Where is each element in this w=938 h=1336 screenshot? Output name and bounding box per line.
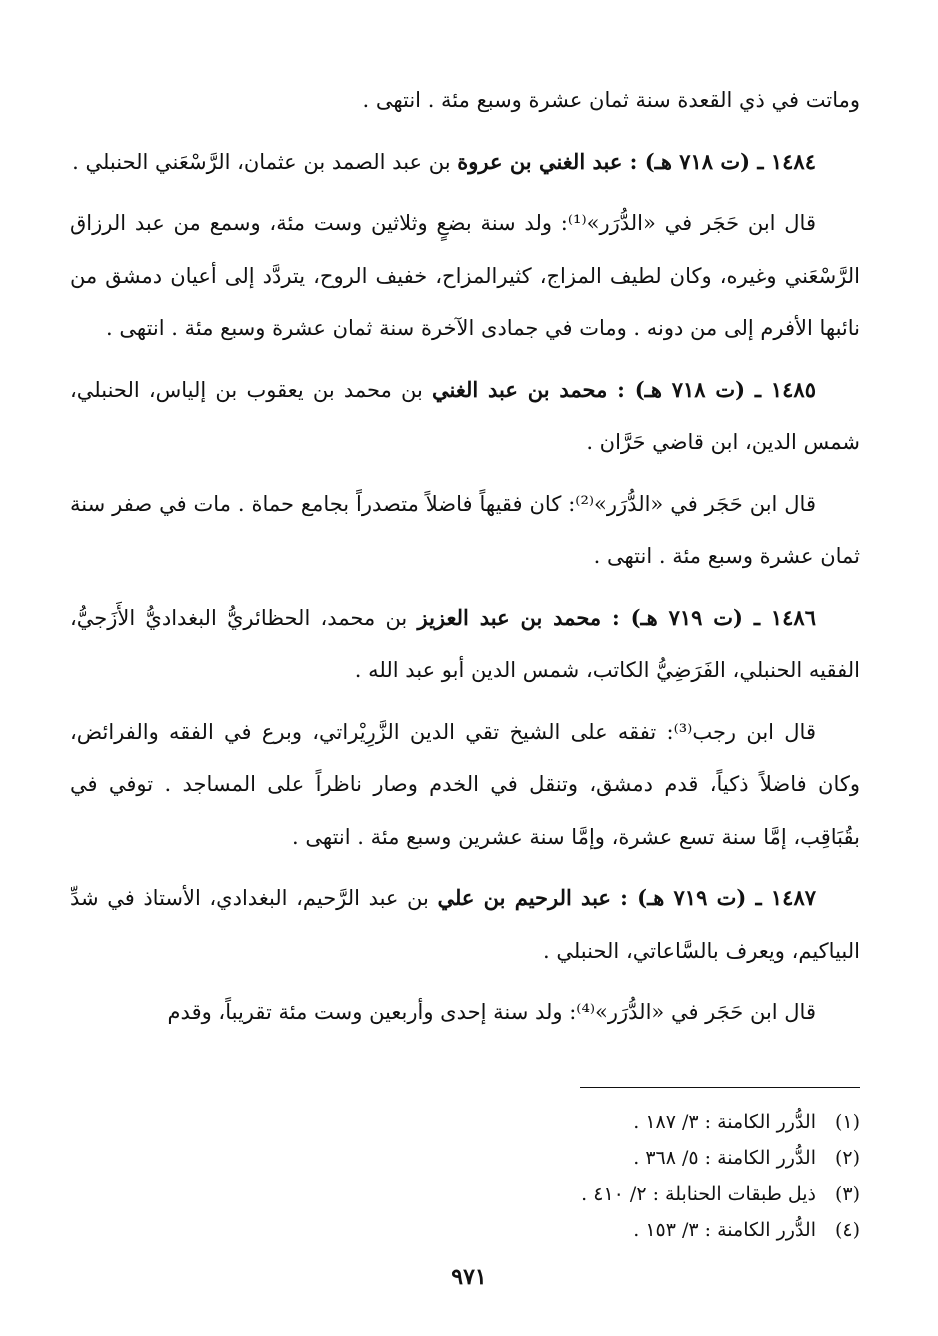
paragraph-1486 — [70, 706, 860, 864]
entry-1484 — [70, 136, 860, 189]
page-number: ٩٧١ — [451, 1264, 487, 1290]
footnote-4 — [160, 1212, 860, 1248]
footnote-separator — [580, 1087, 860, 1088]
entry-number: ١٤٨٦ ـ (ت ٧١٩ هـ) : — [601, 604, 816, 630]
paragraph-text: قال ابن رجب⁽³⁾: تفقه على الشيخ تقي الدين الزَّرِيْراتي، وبرع في الفقه والفرائض، وكان فاضلاً ذكياً، قدم دمشق، وتنقل في الخدم وصار ناظراً على المساجد . توفي في بقُبَاقِب، إمَّا سنة تسع عشرة، وإمَّا سنة عشرين وسبع مئة . انتهى . — [70, 719, 860, 849]
entry-number: ١٤٨٧ ـ (ت ٧١٩ هـ) : — [610, 885, 817, 910]
footnote-text: الدُّرر الكامنة : ٣/ ١٥٣ . — [633, 1219, 816, 1241]
paragraph-1484 — [70, 197, 860, 355]
entry-rest: بن محمد، الحظائريُّ البغداديُّ الأَزَجيُّ، الفقيه الحنبلي، الفَرَضِيُّ الكاتب، شمس الدين أبو عبد الله . — [70, 605, 860, 682]
footnote-number: (٤) — [834, 1219, 860, 1241]
entry-name: محمد بن عبد العزيز — [417, 604, 602, 630]
footnote-text: ذيل طبقات الحنابلة : ٢/ ٤١٠ . — [581, 1183, 816, 1205]
paragraph-closing — [70, 74, 860, 127]
footnote-number: (٣) — [834, 1183, 860, 1205]
entry-name: محمد بن عبد الغني — [432, 376, 608, 402]
footnote-text: الدُّرر الكامنة : ٣/ ١٨٧ . — [633, 1111, 816, 1133]
paragraph-1487 — [70, 986, 860, 1039]
entry-rest: بن عبد الصمد بن عثمان، الرَّسْعَني الحنبلي . — [72, 149, 458, 174]
footnote-number: (١) — [834, 1111, 860, 1133]
entry-1485 — [70, 364, 860, 469]
paragraph-1485 — [70, 478, 860, 583]
paragraph-text: قال ابن حَجَر في «الدُّرَر»⁽¹⁾: ولد سنة بضعٍ وثلاثين وست مئة، وسمع من عبد الرزاق الرَّسْعَني وغيره، وكان لطيف المزاج، كثيرالمزاح، خفيف الروح، يتردَّد إلى أعيان دمشق من نائبها الأفرم إلى من دونه . ومات في جمادى الآخرة سنة ثمان عشرة وسبع مئة . انتهى . — [70, 211, 860, 340]
entry-name: عبد الغني بن عروة — [457, 148, 623, 174]
paragraph-text: قال ابن حَجَر في «الدُّرَر»⁽²⁾: كان فقيهاً فاضلاً متصدراً بجامع حماة . مات في صفر سنة ثمان عشرة وسبع مئة . انتهى . — [70, 491, 860, 568]
entry-rest: بن عبد الرَّحيم، البغدادي، الأستاذ في شدِّ البياكيم، ويعرف بالسَّاعاتي، الحنبلي . — [70, 886, 860, 963]
footnote-2 — [160, 1140, 860, 1176]
footnote-number: (٢) — [834, 1147, 860, 1169]
entry-number: ١٤٨٥ ـ (ت ٧١٨ هـ) : — [607, 376, 816, 402]
entry-number: ١٤٨٤ ـ (ت ٧١٨ هـ) : — [622, 148, 816, 174]
paragraph-text: قال ابن حَجَر في «الدُّرَر»⁽⁴⁾: ولد سنة إحدى وأربعين وست مئة تقريباً، وقدم — [167, 1000, 816, 1024]
text-line: وماتت في ذي القعدة سنة ثمان عشرة وسبع مئة . انتهى . — [362, 88, 860, 112]
entry-name: عبد الرحيم بن علي — [437, 885, 611, 910]
main-text — [70, 74, 860, 1039]
footnote-3 — [160, 1176, 860, 1212]
entry-1487 — [70, 872, 860, 977]
footnote-1 — [160, 1104, 860, 1140]
footnote-text: الدُّرر الكامنة : ٥/ ٣٦٨ . — [633, 1147, 816, 1169]
entry-rest: بن محمد بن يعقوب بن إلياس، الحنبلي، شمس الدين، ابن قاضي حَرَّان . — [70, 377, 860, 454]
entry-1486 — [70, 592, 860, 697]
footnotes — [160, 1104, 860, 1248]
